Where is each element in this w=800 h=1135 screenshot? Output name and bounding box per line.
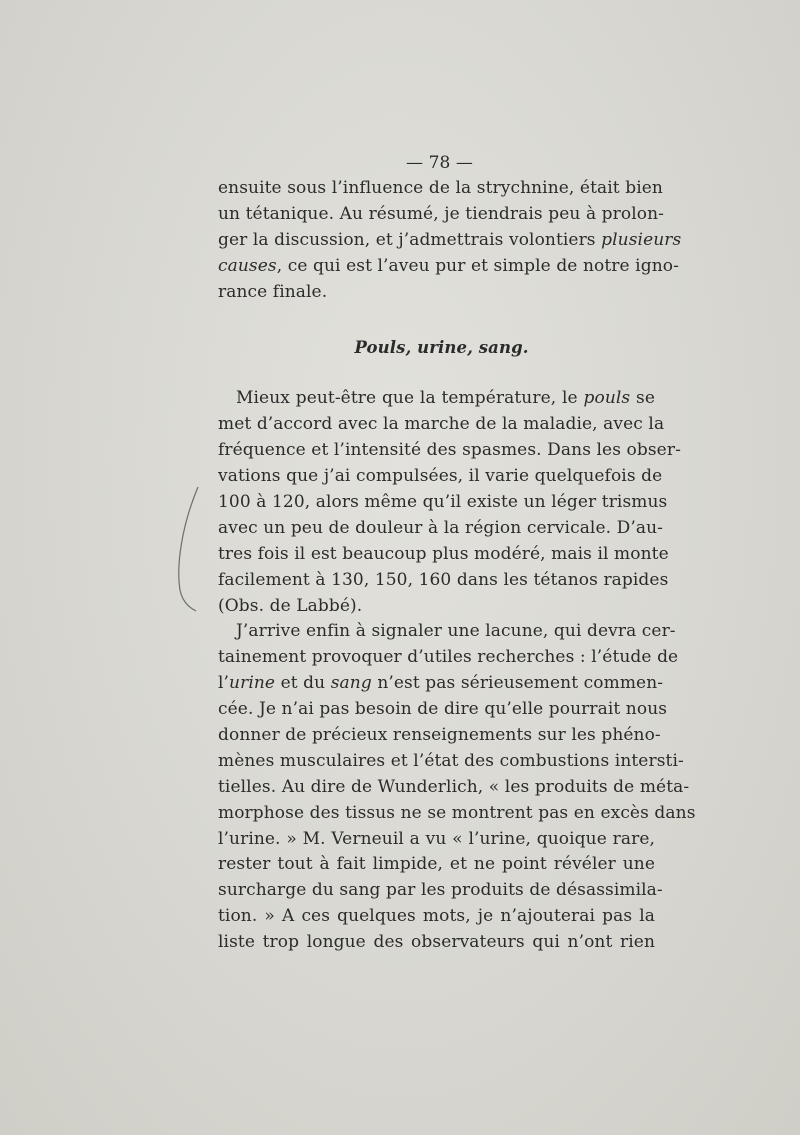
text-line: avec un peu de douleur à la région cervicale. D’au- — [218, 517, 663, 538]
text-line — [218, 671, 664, 697]
section-heading: Pouls, urine, sang. — [354, 338, 529, 358]
text-line: ensuite sous l’influence de la strychnine, était bien — [218, 178, 663, 198]
italic-word: pouls — [583, 388, 631, 409]
text-span: n’est pas sérieusement commen- — [371, 673, 664, 694]
paragraph-1 — [218, 176, 682, 305]
text-line: rester tout à fait limpide, et ne point révéler une — [218, 854, 655, 875]
text-span: et du — [275, 673, 331, 694]
italic-word: causes — [218, 255, 277, 276]
text-line: cée. Je n’ai pas besoin de dire qu’elle pourrait nous — [218, 699, 668, 720]
text-span: ger la discussion, et j’admettrais volontiers — [218, 229, 602, 250]
text-span: se — [630, 388, 655, 409]
text-block — [218, 150, 696, 956]
paragraph-3 — [218, 619, 696, 956]
text-line: tielles. Au dire de Wunderlich, « les produits de méta- — [218, 776, 690, 797]
text-line: tion. » A ces quelques mots, je n’ajouterai pas la — [218, 906, 655, 927]
margin-bracket-mark — [168, 485, 208, 615]
paragraph-2 — [218, 386, 681, 619]
text-line: tres fois il est beaucoup plus modéré, mais il monte — [218, 543, 669, 564]
italic-word: plusieurs — [601, 229, 682, 250]
text-line — [218, 254, 679, 280]
text-line: surcharge du sang par les produits de désassimila- — [218, 880, 663, 901]
text-line: fréquence et l’intensité des spasmes. Dans les obser- — [218, 440, 681, 461]
text-line: met d’accord avec la marche de la maladie, avec la — [218, 414, 665, 435]
text-line: rance finale. — [218, 281, 328, 302]
text-span: , ce qui est l’aveu pur et simple de notre igno- — [276, 255, 679, 276]
text-line: un tétanique. Au résumé, je tiendrais peu à prolon- — [218, 203, 664, 224]
text-line: l’urine. » M. Verneuil a vu « l’urine, quoique rare, — [218, 828, 655, 849]
text-line: (Obs. de Labbé). — [218, 595, 363, 616]
text-line: 100 à 120, alors même qu’il existe un léger trismus — [218, 492, 668, 513]
text-line: tainement provoquer d’utiles recherches : l’étude de — [218, 647, 679, 668]
text-line — [218, 386, 655, 412]
text-line — [218, 228, 682, 254]
text-line: facilement à 130, 150, 160 dans les tétanos rapides — [218, 569, 669, 590]
text-line: vations que j’ai compulsées, il varie quelquefois de — [218, 466, 663, 487]
text-span: l’ — [218, 673, 230, 694]
italic-word: sang — [330, 673, 372, 694]
text-line: liste trop longue des observateurs qui n’ont rien — [218, 932, 655, 953]
page-number: — 78 — — [405, 153, 474, 173]
text-line: mènes musculaires et l’état des combustions intersti- — [218, 750, 684, 771]
text-line: J’arrive enfin à signaler une lacune, qui devra cer- — [236, 621, 676, 642]
text-span: Mieux peut-être que la température, le — [236, 388, 584, 409]
italic-word: urine — [229, 673, 276, 694]
text-line: donner de précieux renseignements sur les phéno- — [218, 725, 661, 746]
text-line: morphose des tissus ne se montrent pas en excès dans — [218, 802, 696, 823]
